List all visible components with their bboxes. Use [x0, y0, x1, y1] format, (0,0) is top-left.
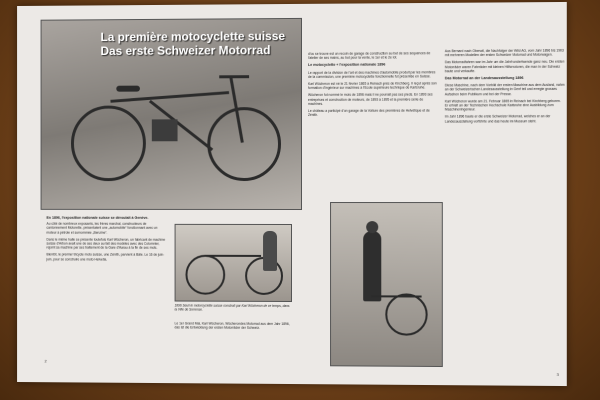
- frame-top-tube: [110, 91, 229, 103]
- page-number-left: 2: [44, 358, 47, 364]
- right-para-2: Diese Maschine, nach dem Vorbild der ersten Maschine aus dem Ausland, nahm an der Schweizerischen Landesausstellung in Genf teil und erregte grosses Aufsehen beim Publikum und bei der Presse.: [444, 83, 565, 97]
- middle-top-text: d'ou se trouve est un recoin de garage de construction au but de ses sequences de l'atelier de ses mains, au but pour la vente, le 1er et le 2e lot.: [308, 51, 431, 61]
- right-para-4: Im Jahr 1896 baute er die erste Schweizer Motorrad, welches er an der Landesausstellung vorführte und das heute im Museum steht.: [444, 114, 551, 124]
- rider-bike-frame: [371, 295, 421, 297]
- middle-bottom-para: Le 1er Grand Mai, Karl Wücheron, Wücherondes Motorrad aus dem Jahr 1896, das ist die Entwicklung der ersten Motorräder der Schweiz.: [174, 321, 290, 331]
- rider-figure: [363, 231, 381, 301]
- middle-bottom-text: [175, 321, 294, 362]
- rider-portrait-photo: [330, 202, 443, 367]
- rider-bike-wheel: [385, 293, 427, 335]
- workshop-photo-caption: 1896 Seuil le motorcyclette suisse construit par Karl Wücheron de ce temps, dans la Ville de Sorrense.: [174, 303, 290, 312]
- saddle: [116, 86, 140, 92]
- cover-title: [101, 29, 286, 58]
- workshop-frame: [205, 255, 261, 257]
- left-para-2: Bientôt, le premier tricycle moto suisse, une Zénith, parvient à Bâle. Le 16 de juin-juin, pour se construire une moto Helvetia.: [46, 252, 165, 262]
- cover-photo: [41, 18, 302, 210]
- page-number-right: 3: [556, 371, 559, 377]
- intro-heading: En 1896, l'exposition nationale suisse se déroulait à Genève.: [46, 215, 149, 220]
- cover-title-german: Das erste Schweizer Motorrad: [100, 43, 271, 59]
- cover-title-french: La première motocyclette suisse: [100, 29, 286, 45]
- front-wheel: [207, 107, 281, 181]
- middle-heading: Le motocyclette « l'exposition nationale 1896: [308, 62, 386, 68]
- middle-para-3: Wücheron fut nommé le mois de 1896 mais il ne pourrait pas ses pieds. En 1893 ses entreprises et construction de moteurs, de 1893 à 1895 et la première série de machines.: [308, 92, 433, 106]
- workshop-photo: [175, 224, 292, 302]
- right-column-text: [445, 48, 565, 361]
- workshop-figure: [263, 231, 277, 271]
- right-para-1: Das Motorradfahren war im Jahr um die Jahrhundertwende ganz neu. Die ersten Motorräder waren Fahrräder mit kleinen Hilfsmotoren, die man in der Schweiz baute und verkaufte.: [444, 59, 565, 74]
- projection-screen: [17, 2, 567, 386]
- right-para-3: Karl Wücheron wurde am 21. Februar 1865 in Reinach bei Kirchberg geboren. Er erhielt an der Technischen Hochschule Karlsruhe eine Ausbildung zum Maschineningenieur.: [444, 98, 561, 112]
- rear-wheel: [71, 105, 146, 181]
- middle-para-1: Le rapport de la division de l'art et des machines d'automobile produit par les membres de la commission, une première motocyclette fonctionnelle fut présentée en Suisse.: [308, 69, 436, 79]
- handlebar: [219, 75, 249, 78]
- right-heading: Das Motorrad an der Landesausstellung 1896: [444, 75, 524, 81]
- workshop-rear-wheel: [185, 255, 225, 295]
- intro-text: Au côté de nombreux exposants, les frères marchal, constructeurs de cantonnement Motorette, présentaient une „automobile“ fonctionnant avec un moteur à pétrole et surnommée „Benzine“.: [46, 221, 158, 235]
- left-para-1: Dans le même halle se présente toutefois Karl Wücheron, un fabricant de machine suisse d'Arbon avait une de ses deux au fait des modèles avec des Colomnier, rejoint sa machine par ses traitement de la Gare d'Aarau à la fin de ses mois.: [46, 237, 166, 250]
- right-top-text: Aus Bernard nach Oberwil, die Nachfolger der Wild AG, vom Jahr 1896 bis 1903 mit mehreren Modellen der ersten Schweizer Motorrad und Motorwagen.: [444, 48, 564, 58]
- motor-block: [152, 119, 178, 141]
- middle-column-text: [308, 51, 437, 202]
- middle-para-2: Karl Wücheron est né le 21 février 1865 à Reinach près de Kirchberg. Il reçut après son formation d'ingénieur sur machines à l'Ecole supérieure technique de Karlsruhe.: [308, 81, 437, 91]
- rider-head: [366, 221, 378, 233]
- left-column-text: [46, 216, 166, 355]
- middle-para-4: Le château a participé d'un garage de la Voiture des premières de Helvétique et de Zénith.: [308, 108, 430, 118]
